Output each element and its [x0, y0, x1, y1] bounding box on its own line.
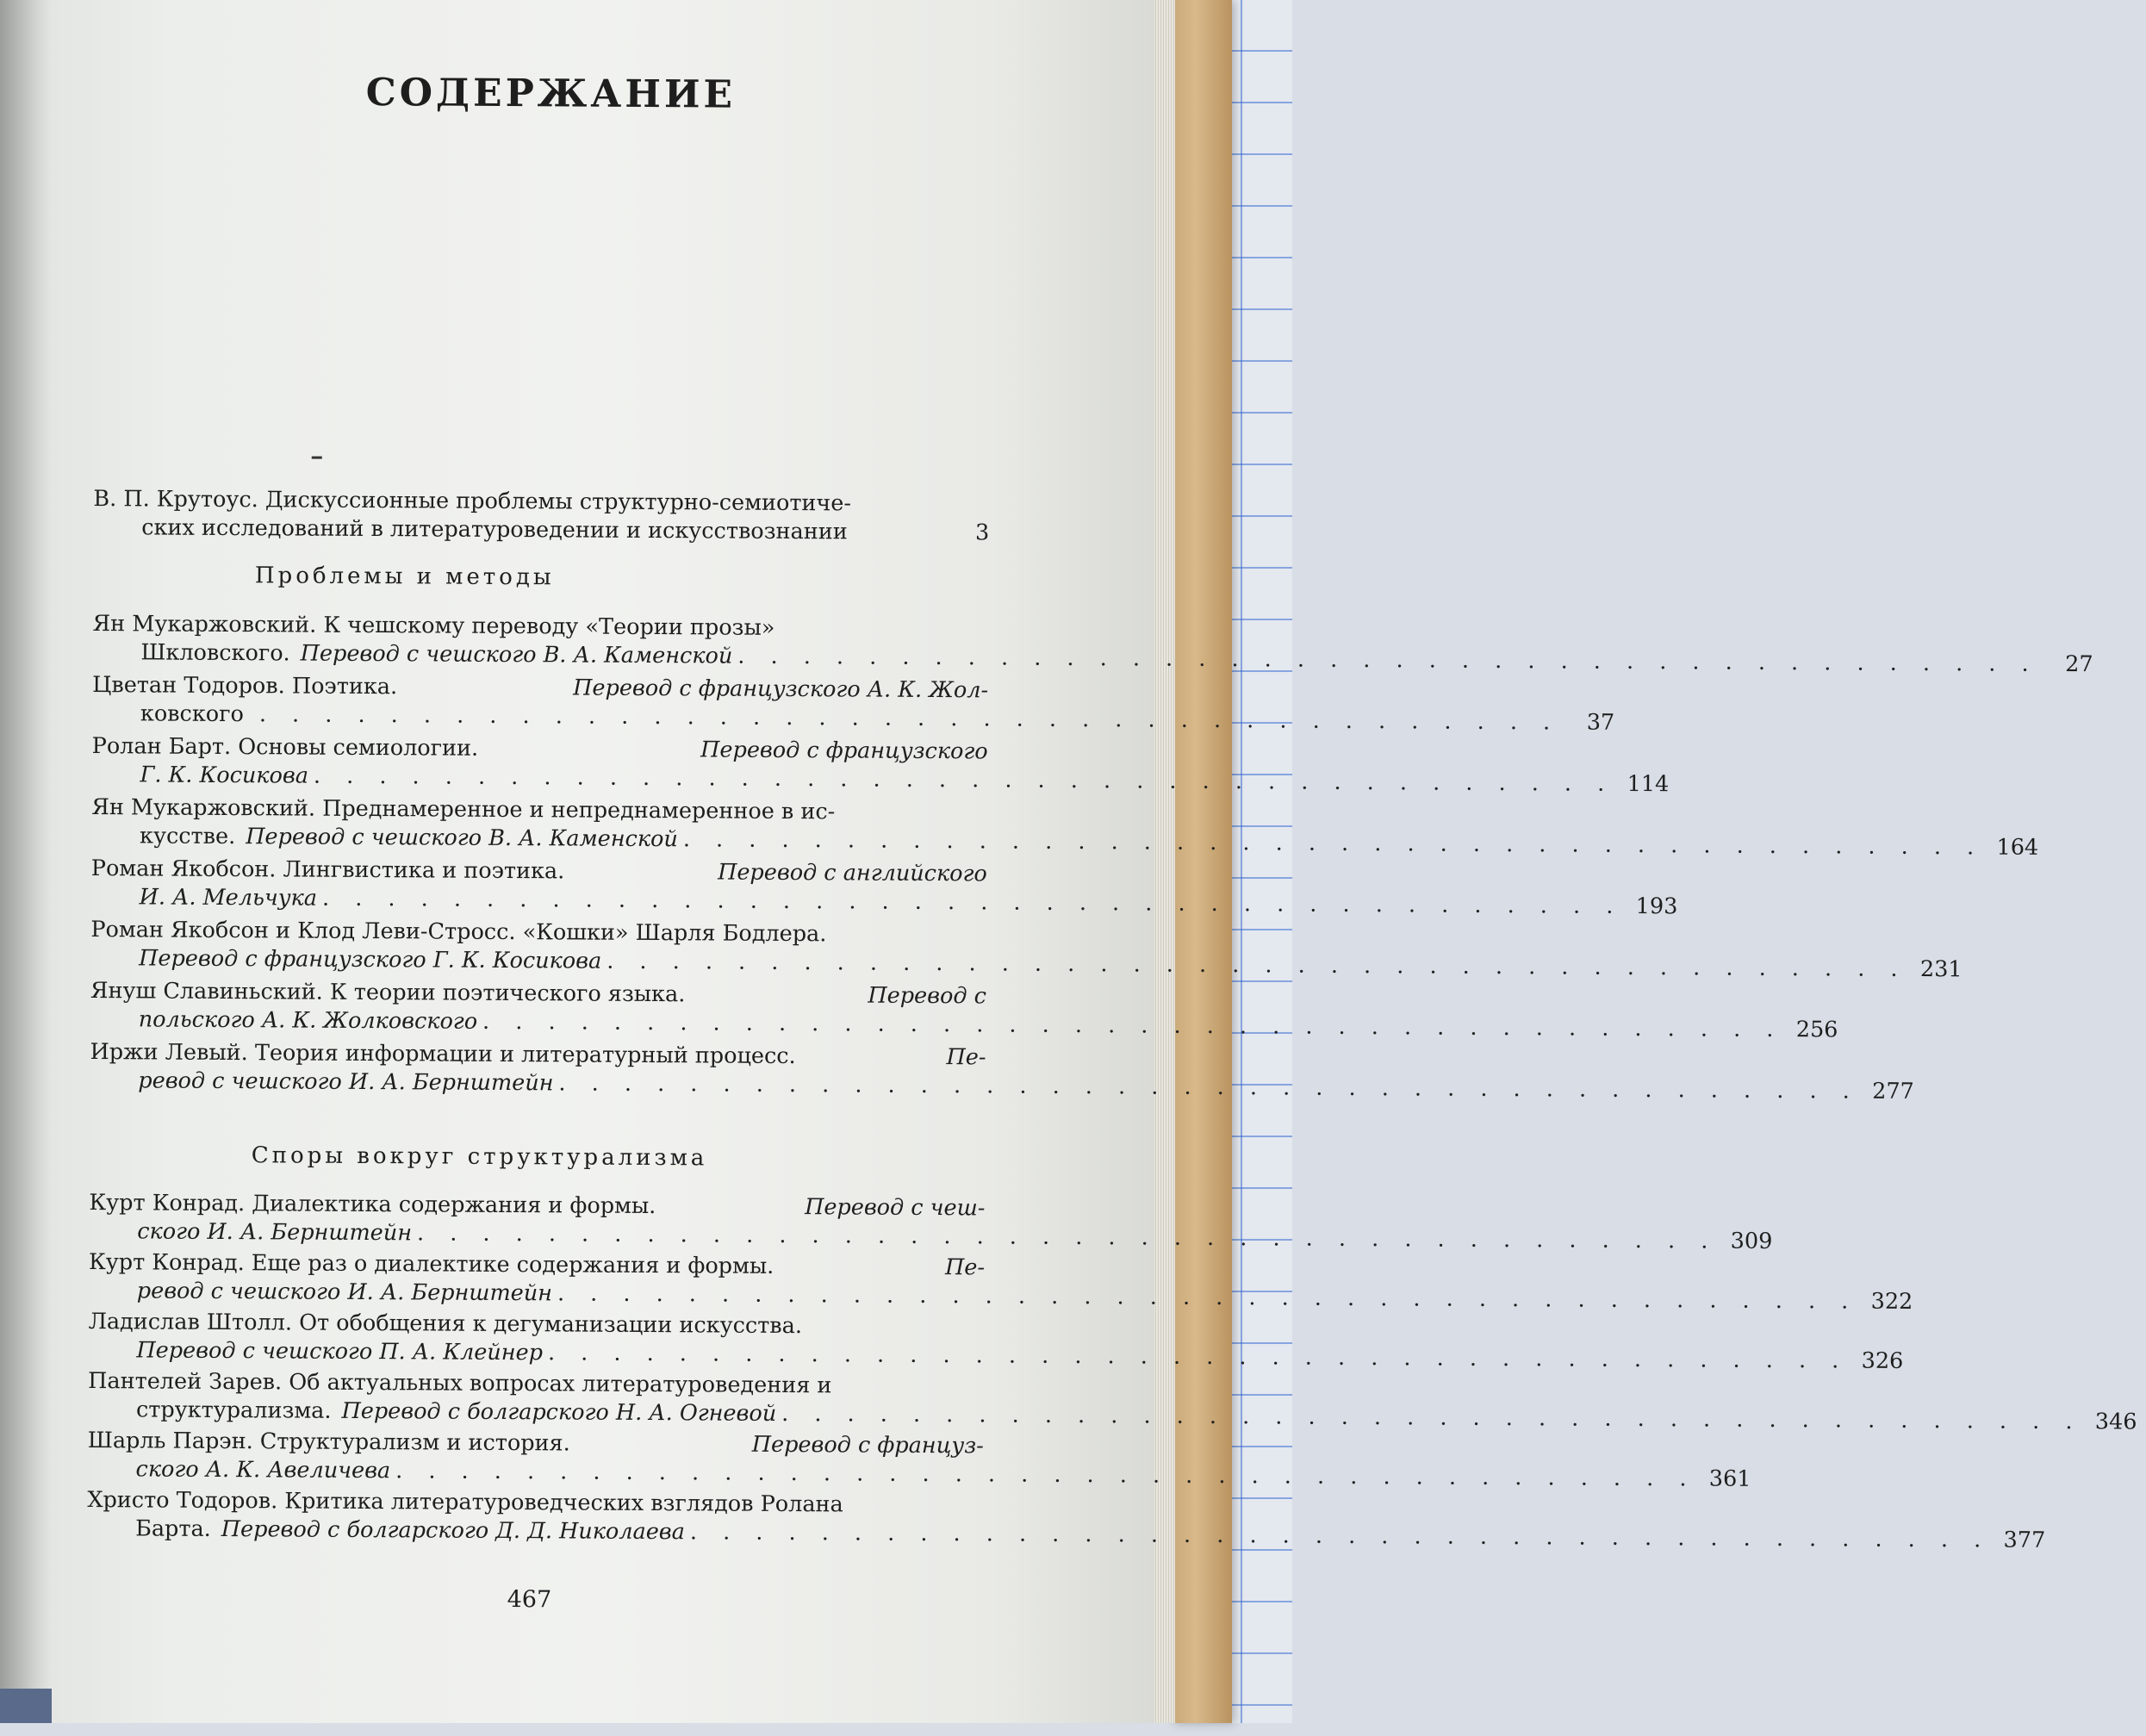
page-number: 326 [1861, 1347, 1904, 1374]
toc-entry [88, 1367, 2137, 1435]
entry-translation-cont: ского А. К. Авеличева [135, 1456, 391, 1484]
toc-entry [90, 977, 1838, 1043]
entry-author-title: Ладислав Штолл. От обобщения к дегуманизации искусства. [88, 1309, 803, 1340]
table-of-contents [76, 0, 2137, 1729]
section-heading-methods: Проблемы и методы [254, 563, 555, 591]
entry-text: В. П. Крутоус. Дискуссионные проблемы структурно-семиотиче- [93, 486, 852, 517]
leader-dots: . . . . . . . . . . . . . . . . . . . . . . . . . . . . . . . . . . . . . . . . [482, 1008, 1783, 1043]
entry-author-title: Ян Мукаржовский. К чешскому переводу «Теории прозы» [92, 611, 775, 641]
page-number: 164 [1996, 834, 2039, 861]
entry-translation-cont: Г. К. Косикова [140, 762, 309, 789]
leader-dots: . . . . . . . . . . . . . . . . . . . . . . . . . . . . . . . . . . . . . . . . [606, 948, 1907, 982]
page-number: 256 [1795, 1017, 1838, 1043]
leader-dots: . . . . . . . . . . . . . . . . . . . . . . . . . . . . . . . . . . . . . . . . [689, 1519, 1991, 1553]
toc-entry [91, 732, 1670, 798]
entry-author-title: Цветан Тодоров. Поэтика. [92, 672, 398, 700]
section-heading-disputes: Споры вокруг структурализма [251, 1142, 708, 1172]
page-title: СОДЕРЖАНИЕ [365, 70, 737, 117]
toc-entry-intro [93, 485, 989, 547]
page-number: 3 [974, 520, 990, 546]
entry-author-title: Роман Якобсон и Клод Леви-Стросс. «Кошки» Шарля Бодлера. [90, 917, 827, 948]
page-number: 27 [2065, 651, 2093, 678]
entry-translation-cont: Перевод с болгарского Д. Д. Николаева [221, 1515, 686, 1546]
entry-author-title: Роман Якобсон. Лингвистика и поэтика. [90, 856, 565, 885]
entry-translation: Перевод с английского [718, 859, 987, 887]
entry-translation-cont: ского И. А. Бернштейн [137, 1218, 413, 1247]
leader-dots: . . . . . . . . . . . . . . . . . . . . . . . . . . . . . . . . . . . . . . . . [321, 885, 1623, 919]
entry-translation-cont: польского А. К. Жолковского [138, 1006, 478, 1035]
toc-entry [88, 1248, 1913, 1315]
leader-dots: . . . . . . . . . . . . . . . . . . . . . . . . . . . . . . . . . . . . . . . . [558, 1070, 1859, 1104]
toc-entry [87, 1427, 1751, 1492]
entry-text-cont: Барта. [135, 1515, 211, 1542]
entry-translation-cont: И. А. Мельчука [139, 884, 318, 912]
page-number: 114 [1627, 770, 1670, 798]
toc-entry [91, 793, 2039, 861]
entry-text-cont: ских исследований в литературоведении и искусствознании [141, 514, 848, 545]
entry-translation: Перевод с французского [700, 737, 988, 765]
leader-dots: . . . . . . . . . . . . . . . . . . . . . . . . . . . . . . . . . . . . . . . . [557, 1280, 1858, 1315]
leader-dots: . . . . . . . . . . . . . . . . . . . . . . . . . . . . . . . . . . . . . . . . [682, 826, 1984, 861]
toc-entry [92, 671, 1615, 736]
leader-dots: . . . . . . . . . . . . . . . . . . . . . . . . . . . . . . . . . . . . . . . . [737, 643, 2038, 677]
entry-translation-cont: ревод с чешского И. А. Бернштейн [138, 1067, 554, 1097]
entry-translation-cont: Перевод с французского Г. К. Косикова [139, 945, 602, 974]
page-number: 346 [2094, 1409, 2137, 1435]
page-number: 309 [1730, 1228, 1773, 1254]
entry-text-cont: кусстве. [139, 823, 236, 850]
leader-dots: . . . . . . . . . . . . . . . . . . . . . . . . . . . . . . . . . . . . . . . . [416, 1220, 1718, 1254]
entry-text-cont: ковского [140, 700, 244, 728]
toc-entry [90, 855, 1678, 920]
entry-translation: Перевод с француз- [751, 1431, 984, 1459]
page-number: 322 [1870, 1288, 1913, 1315]
table-corner [0, 1689, 52, 1723]
page-number: 377 [2003, 1527, 2046, 1553]
entry-translation: Перевод с [868, 982, 987, 1010]
entry-text-cont: Шкловского. [140, 639, 290, 667]
entry-translation: Пе- [946, 1044, 986, 1071]
leader-dots: . . . . . . . . . . . . . . . . . . . . . . . . . . . . . . . . . . . . . . . . [395, 1458, 1696, 1492]
dash-mark [312, 457, 322, 459]
page-number: 231 [1919, 956, 1963, 983]
entry-author-title: Ян Мукаржовский. Преднамеренное и непреднамеренное в ис- [91, 794, 836, 825]
entry-author-title: Ролан Барт. Основы семиологии. [91, 733, 479, 762]
entry-translation: Пе- [944, 1254, 986, 1281]
entry-translation: Перевод с чеш- [805, 1194, 986, 1222]
page-number: 193 [1635, 893, 1678, 920]
entry-author-title: Курт Конрад. Диалектика содержания и формы. [89, 1190, 656, 1220]
entry-translation-cont: Перевод с чешского П. А. Клейнер [136, 1337, 544, 1366]
entry-translation-cont: Перевод с чешского В. А. Каменской [300, 640, 733, 669]
entry-author-title: Иржи Левый. Теория информации и литературный процесс. [90, 1039, 796, 1070]
entry-translation: Перевод с французского А. К. Жол- [573, 675, 989, 704]
entry-author-title: Христо Тодоров. Критика литературоведческих взглядов Ролана [87, 1487, 843, 1518]
leader-dots: . . . . . . . . . . . . . . . . . . . . . . . . . . . . . . . . . . . . . . . . [547, 1340, 1849, 1374]
entry-author-title: Курт Конрад. Еще раз о диалектике содержания и формы. [88, 1249, 774, 1279]
spine-shadow [0, 0, 52, 1723]
toc-entry [89, 1189, 1773, 1254]
page-number: 361 [1708, 1465, 1751, 1492]
leader-dots: . . . . . . . . . . . . . . . . . . . . . . . . . . . . . . . . . . . . . . . . [781, 1400, 2082, 1435]
toc-entry [87, 1486, 2046, 1553]
entry-translation-cont: Перевод с чешского В. А. Каменской [246, 824, 678, 853]
entry-author-title: Пантелей Зарев. Об актуальных вопросах литературоведения и [88, 1368, 832, 1399]
page-number: 277 [1872, 1078, 1914, 1104]
entry-author-title: Януш Славиньский. К теории поэтического языка. [90, 978, 686, 1008]
entry-author-title: Шарль Парэн. Структурализм и история. [87, 1428, 570, 1457]
toc-entry [90, 1038, 1914, 1104]
entry-text-cont: структурализма. [135, 1397, 332, 1424]
leader-dots: . . . . . . . . . . . . . . . . . . . . . . . . . . . . . . . . . . . . . . . . [313, 762, 1614, 797]
toc-entry [90, 916, 1963, 983]
entry-translation-cont: Перевод с болгарского Н. А. Огневой [341, 1397, 777, 1427]
toc-entry [88, 1308, 1904, 1374]
page-number: 37 [1586, 709, 1615, 736]
leader-dots: . . . . . . . . . . . . . . . . . . . . . . . . . . . . . . . . . . . . . . . . [258, 701, 1560, 736]
entry-translation-cont: ревод с чешского И. А. Бернштейн [136, 1278, 553, 1307]
toc-entry [92, 610, 2093, 678]
page-folio-number: 467 [507, 1586, 552, 1614]
